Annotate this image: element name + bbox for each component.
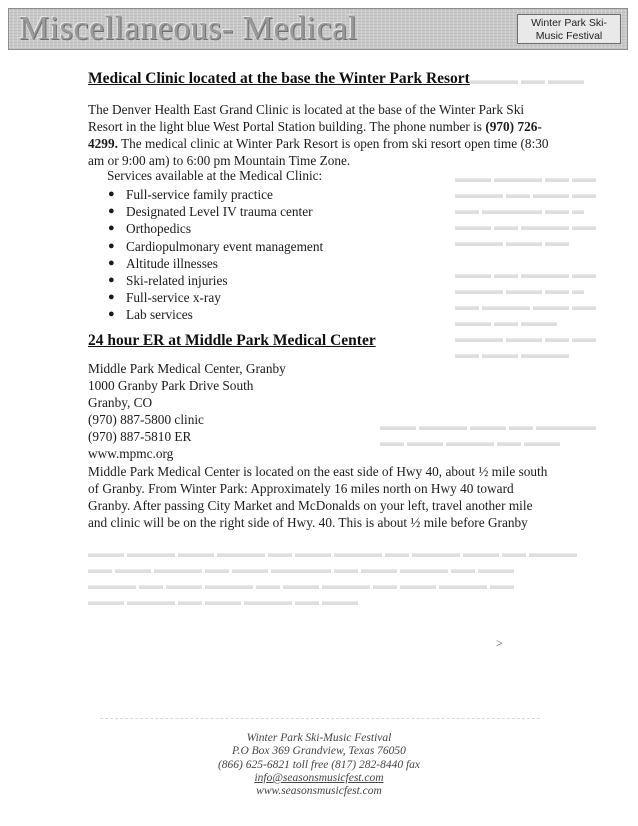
bullet-icon: ● (108, 239, 115, 252)
footer-website[interactable]: www.seasonsmusicfest.com (256, 785, 382, 798)
bullet-icon: ● (108, 291, 115, 304)
footer (0, 732, 638, 798)
bullet-icon: ● (108, 222, 115, 235)
footer-org: Winter Park Ski-Music Festival (246, 732, 392, 744)
bullet-icon: ● (108, 205, 115, 218)
list-item (104, 203, 323, 220)
footer-divider (100, 718, 540, 719)
er-address-block (88, 360, 286, 463)
bleed-through-ghost-text: ▬▬▬ ▬▬▬▬ ▬▬▬ ▬▬ ▬▬▬▬▬ ▬▬ ▬▬▬ ▬▬▬▬ ▬▬ ▬▬▬ (380, 419, 596, 449)
website-line: www.mpmc.org (88, 446, 174, 462)
festival-tag-line: Music Festival (535, 30, 603, 42)
list-item (104, 289, 323, 306)
er-phone-line: (970) 887-5810 ER (88, 429, 192, 445)
clinic-phone-line: (970) 887-5800 clinic (88, 412, 204, 428)
list-item (104, 306, 323, 323)
bullet-icon: ● (108, 308, 115, 321)
footer-address: P.O Box 369 Grandview, Texas 76050 (232, 745, 406, 758)
er-heading: 24 hour ER at Middle Park Medical Center (88, 332, 376, 349)
service-label: Full-service x-ray (126, 290, 221, 306)
address-line: Granby, CO (88, 395, 153, 411)
service-label: Lab services (126, 307, 193, 323)
list-item (104, 238, 323, 255)
clinic-description-text: The Denver Health East Grand Clinic is located at the base of the Winter Park Ski Resort in the light blue West Portal Station building. The phone number is (88, 102, 525, 134)
service-label: Full-service family practice (126, 187, 273, 202)
bullet-icon: ● (108, 256, 115, 269)
banner-title: Miscellaneous- Medical (19, 10, 358, 47)
er-directions: Middle Park Medical Center is located on the east side of Hwy 40, about ½ mile south of Granby. From Winter Park: Approximately 16 miles north on Hwy 40 toward Granby. After passing City Market and McDonalds on your left, travel another mile and clinic will be on the right side of Hwy. 40. This is about ½ mile before Granby (88, 464, 548, 530)
service-label: Orthopedics (126, 221, 191, 237)
clinic-description-text: The medical clinic at Winter Park Resort is open from ski resort open time (8:30 am or 9:00 am) to 6:00 pm Mountain Time Zone. (88, 136, 549, 168)
service-label: Altitude illnesses (126, 255, 218, 271)
services-intro: Services available at the Medical Clinic: (107, 168, 323, 183)
address-line: Middle Park Medical Center, Granby (88, 361, 286, 376)
festival-tag-line: Winter Park Ski- (531, 17, 607, 29)
bullet-icon: ● (108, 273, 115, 286)
footer-email-link[interactable]: info@seasonsmusicfest.com (254, 771, 384, 784)
list-item (104, 186, 323, 203)
festival-tag (517, 14, 621, 44)
bleed-through-ghost-text: ▬▬▬▬ ▬▬ ▬▬▬ (470, 73, 584, 87)
service-label: Cardiopulmonary event management (126, 238, 324, 254)
bleed-through-ghost-text: ▬▬▬ ▬▬▬▬ ▬▬ ▬▬ ▬▬▬▬ ▬▬ ▬▬▬ ▬▬ ▬▬ ▬▬▬▬▬ ▬▬ ▬ ▬▬▬ ▬▬ ▬▬▬▬ ▬▬ ▬▬▬▬ ▬▬▬ ▬▬ ▬▬▬ ▬▬ ▬▬▬▬ ▬▬ ▬▬▬▬ ▬▬▬ ▬▬ ▬ ▬▬ ▬▬▬▬ ▬▬▬ ▬▬ ▬▬▬ ▬▬ ▬▬▬ ▬▬▬▬ ▬▬▬ ▬▬ ▬▬ ▬▬ ▬▬▬ ▬▬▬▬ (455, 171, 596, 361)
bullet-icon: ● (108, 188, 115, 200)
header-banner (8, 8, 628, 50)
clinic-description (88, 101, 550, 169)
stray-mark: ˃ (496, 636, 503, 650)
services-list (104, 186, 323, 324)
footer-phones: (866) 625-6821 toll free (817) 282-8440 fax (217, 758, 421, 771)
list-item (104, 255, 323, 272)
service-label: Ski-related injuries (126, 272, 228, 288)
address-line: 1000 Granby Park Drive South (88, 378, 254, 394)
bleed-through-ghost-text: ▬▬▬ ▬▬▬▬ ▬▬▬ ▬▬▬▬ ▬▬ ▬▬▬ ▬▬▬▬ ▬▬ ▬▬▬▬ ▬▬▬ ▬▬ ▬▬▬▬ ▬▬ ▬▬▬ ▬▬▬▬ ▬▬ ▬▬▬ ▬▬▬▬▬ ▬▬ ▬▬▬ ▬▬▬▬ ▬▬ ▬▬▬ ▬▬▬▬ ▬▬ ▬▬▬ ▬▬▬▬ ▬▬ ▬▬▬ ▬▬▬▬ ▬▬ ▬▬▬ ▬▬▬▬ ▬▬ ▬▬▬ ▬▬▬▬ ▬▬ ▬▬▬ ▬▬▬▬ ▬▬ ▬▬▬ (88, 546, 577, 608)
service-label: Designated Level IV trauma center (126, 204, 313, 220)
clinic-heading: Medical Clinic located at the base the Winter Park Resort (88, 70, 470, 87)
clinic-phone: (970) 726-4299. (88, 119, 542, 151)
list-item (104, 220, 323, 237)
list-item (104, 272, 323, 289)
